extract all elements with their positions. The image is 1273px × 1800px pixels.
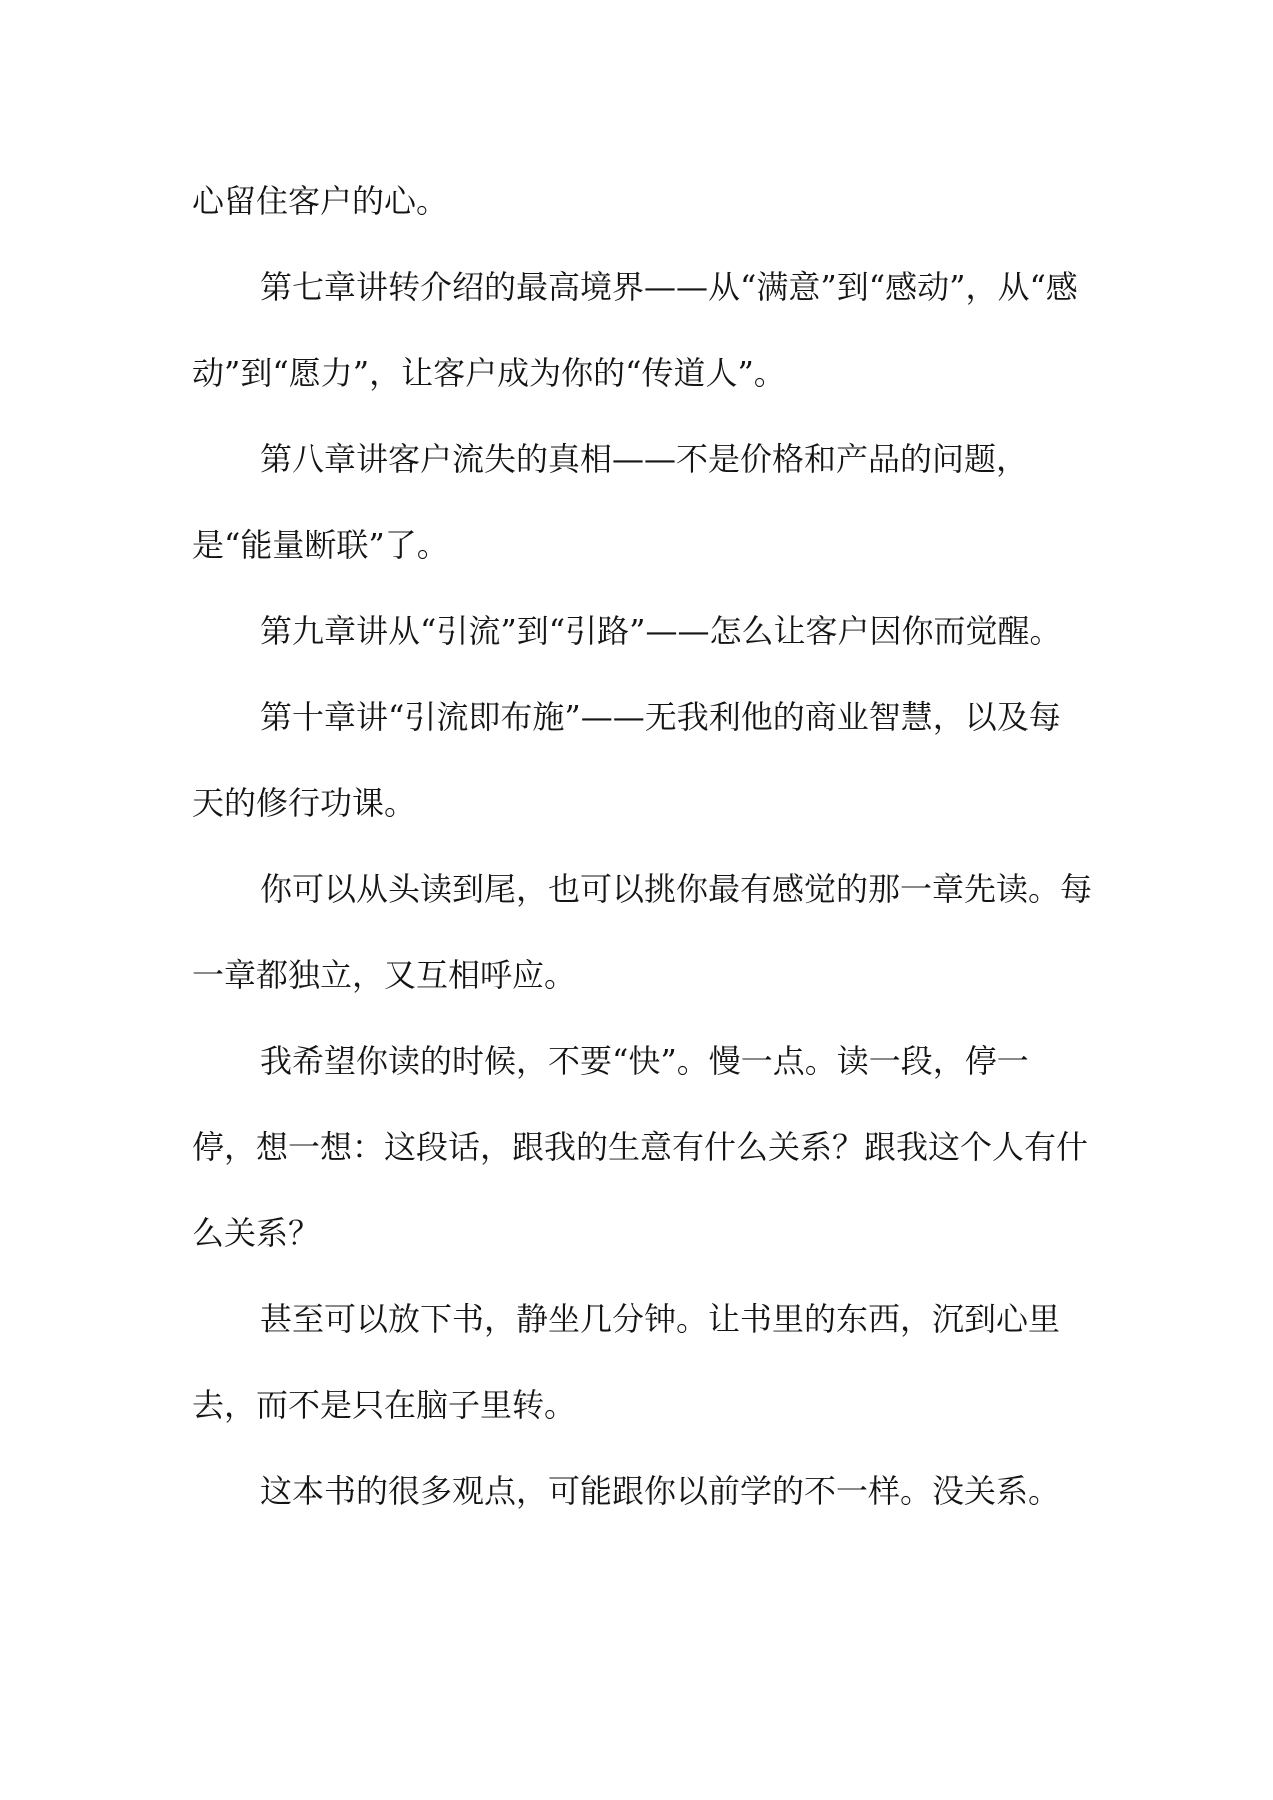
paragraph: 这本书的很多观点，可能跟你以前学的不一样。没关系。 bbox=[260, 1472, 1061, 1510]
paragraph: 你可以从头读到尾，也可以挑你最有感觉的那一章先读。每一章都独立，又互相呼应。 bbox=[192, 870, 1093, 994]
paragraph: 第八章讲客户流失的真相——不是价格和产品的问题，是“能量断联”了。 bbox=[192, 440, 1029, 564]
paragraph: 第十章讲“引流即布施”——无我利他的商业智慧，以及每天的修行功课。 bbox=[192, 698, 1061, 822]
paragraph: 我希望你读的时候，不要“快”。慢一点。读一段，停一停，想一想：这段话，跟我的生意有什么关系？跟我这个人有什么关系？ bbox=[192, 1042, 1089, 1252]
paragraph: 第九章讲从“引流”到“引路”——怎么让客户因你而觉醒。 bbox=[260, 612, 1062, 650]
paragraph: 甚至可以放下书，静坐几分钟。让书里的东西，沉到心里去，而不是只在脑子里转。 bbox=[192, 1300, 1061, 1424]
body-text bbox=[192, 158, 1092, 1534]
paragraph: 心留住客户的心。 bbox=[192, 182, 449, 220]
paragraph: 第七章讲转介绍的最高境界——从“满意”到“感动”，从“感动”到“愿力”，让客户成为你的“传道人”。 bbox=[192, 268, 1078, 392]
